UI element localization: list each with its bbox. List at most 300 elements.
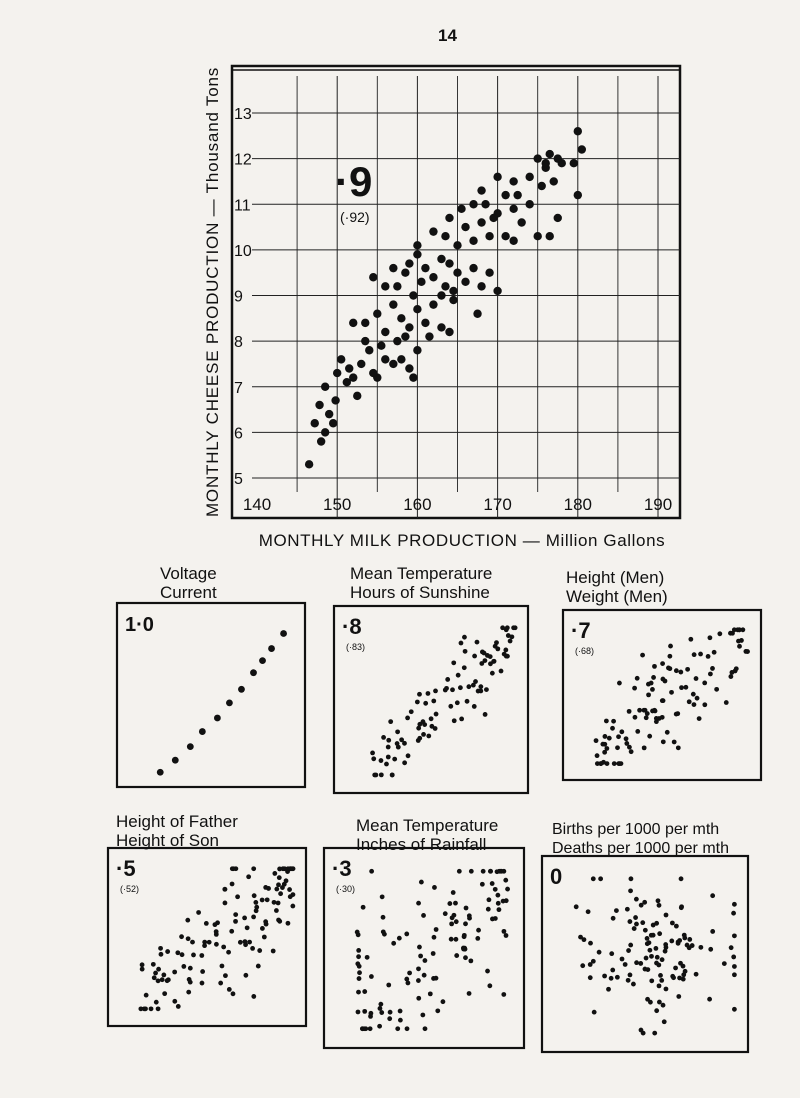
panel-data-point — [260, 926, 265, 931]
main-data-point — [469, 200, 477, 208]
panel-data-point — [416, 966, 421, 971]
panel-data-point — [172, 999, 177, 1004]
panel-data-point — [710, 929, 715, 934]
panel-data-point — [407, 971, 412, 976]
panel-data-point — [381, 915, 386, 920]
panel-data-point — [434, 712, 439, 717]
main-data-point — [413, 250, 421, 258]
panel-data-point — [361, 905, 366, 910]
panel-data-point — [647, 734, 652, 739]
panel-data-point — [654, 1008, 659, 1013]
panel-data-point — [657, 716, 662, 721]
panel-data-point — [238, 686, 245, 693]
main-data-point — [534, 154, 542, 162]
panel-data-point — [251, 914, 256, 919]
panel-data-point — [743, 649, 748, 654]
panel-data-point — [379, 758, 384, 763]
panel-data-point — [501, 869, 506, 874]
panel-data-point — [485, 969, 490, 974]
panel-data-point — [423, 1026, 428, 1031]
panel-data-point — [281, 866, 286, 871]
panel-title-line: Weight (Men) — [566, 587, 668, 606]
panel-data-point — [370, 750, 375, 755]
panel-data-point — [379, 772, 384, 777]
main-data-point — [477, 218, 485, 226]
y-tick-label: 13 — [234, 106, 252, 123]
panel-title-temperature-sunshine — [350, 564, 492, 602]
panel-data-point — [268, 645, 275, 652]
panel-data-point — [369, 974, 374, 979]
panel-data-point — [395, 1026, 400, 1031]
panel-data-point — [496, 901, 501, 906]
y-tick-label: 9 — [234, 288, 243, 306]
x-axis-label: MONTHLY MILK PRODUCTION — Million Gallons — [258, 531, 666, 550]
panel-data-point — [745, 649, 750, 654]
panel-data-point — [402, 760, 407, 765]
panel-data-point — [473, 679, 478, 684]
main-data-point — [469, 264, 477, 272]
panel-data-point — [476, 928, 481, 933]
panel-frame — [117, 603, 305, 787]
panel-data-point — [667, 666, 672, 671]
panel-data-point — [683, 685, 688, 690]
main-data-point — [493, 287, 501, 295]
panel-data-point — [421, 732, 426, 737]
main-data-point — [349, 373, 357, 381]
panel-data-point — [667, 654, 672, 659]
panel-data-point — [628, 973, 633, 978]
main-data-point — [489, 214, 497, 222]
panel-data-point — [730, 631, 735, 636]
main-data-point — [315, 401, 323, 409]
main-data-point — [550, 177, 558, 185]
panel-data-point — [679, 904, 684, 909]
main-data-point — [445, 328, 453, 336]
panel-data-point — [692, 652, 697, 657]
panel-data-point — [679, 905, 684, 910]
panel-data-point — [291, 866, 296, 871]
panel-data-point — [230, 866, 235, 871]
main-data-point — [481, 200, 489, 208]
panel-data-point — [708, 635, 713, 640]
main-data-point — [445, 259, 453, 267]
panel-data-point — [733, 669, 738, 674]
main-data-point — [485, 232, 493, 240]
panel-data-point — [431, 699, 436, 704]
main-data-point — [513, 191, 521, 199]
panel-data-point — [423, 701, 428, 706]
main-data-point — [405, 323, 413, 331]
panel-data-point — [277, 919, 282, 924]
panel-data-point — [357, 976, 362, 981]
panel-data-point — [454, 919, 459, 924]
main-data-point — [345, 364, 353, 372]
panel-title-line: Voltage — [160, 564, 217, 583]
panel-data-point — [417, 736, 422, 741]
panel-data-point — [223, 973, 228, 978]
panel-data-point — [683, 969, 688, 974]
panel-data-point — [231, 991, 236, 996]
panel-data-point — [627, 709, 632, 714]
panel-data-point — [160, 977, 165, 982]
panel-data-point — [457, 869, 462, 874]
panel-data-point — [243, 942, 248, 947]
panel-data-point — [644, 715, 649, 720]
main-data-point — [441, 232, 449, 240]
panel-data-point — [465, 699, 470, 704]
panel-data-point — [416, 901, 421, 906]
panel-data-point — [643, 967, 648, 972]
panel-data-point — [634, 922, 639, 927]
panel-data-point — [415, 700, 420, 705]
panel-data-point — [679, 685, 684, 690]
panel-data-point — [497, 907, 502, 912]
panel-data-point — [578, 935, 583, 940]
main-data-point — [501, 191, 509, 199]
panel-data-point — [678, 961, 683, 966]
panel-data-point — [488, 869, 493, 874]
panel-data-point — [179, 934, 184, 939]
panel-data-point — [729, 945, 734, 950]
panel-data-point — [356, 932, 361, 937]
panel-data-point — [445, 677, 450, 682]
panel-data-point — [140, 967, 145, 972]
panel-data-point — [732, 902, 737, 907]
panel-data-point — [737, 627, 742, 632]
panel-data-point — [602, 750, 607, 755]
panel-data-point — [186, 936, 191, 941]
y-tick-label: 7 — [234, 379, 243, 397]
panel-data-point — [181, 964, 186, 969]
main-data-point — [509, 205, 517, 213]
panel-data-point — [503, 648, 508, 653]
panel-data-point — [598, 876, 603, 881]
panel-data-point — [698, 945, 703, 950]
panel-data-point — [187, 977, 192, 982]
panel-data-point — [386, 755, 391, 760]
panel-data-point — [223, 887, 228, 892]
panel-data-point — [633, 715, 638, 720]
panel-data-point — [586, 909, 591, 914]
main-data-point — [421, 264, 429, 272]
main-data-point — [389, 300, 397, 308]
main-data-point — [578, 145, 586, 153]
panel-data-point — [588, 962, 593, 967]
panel-data-point — [233, 912, 238, 917]
panel-data-point — [452, 718, 457, 723]
panel-data-point — [485, 653, 490, 658]
panel-data-point — [492, 659, 497, 664]
main-data-point — [437, 255, 445, 263]
panel-data-point — [277, 875, 282, 880]
panel-data-point — [651, 675, 656, 680]
panel-data-point — [467, 991, 472, 996]
panel-data-point — [231, 866, 236, 871]
panel-data-point — [276, 918, 281, 923]
panel-data-point — [421, 913, 426, 918]
panel-data-point — [687, 945, 692, 950]
panel-correlation-note: (·68) — [575, 646, 595, 656]
panel-data-point — [610, 726, 615, 731]
panel-data-point — [378, 1006, 383, 1011]
panel-data-point — [652, 1031, 657, 1036]
panel-data-point — [594, 738, 599, 743]
main-data-point — [381, 355, 389, 363]
panel-data-point — [266, 886, 271, 891]
panel-data-point — [429, 716, 434, 721]
panel-data-point — [433, 726, 438, 731]
y-tick-label: 11 — [234, 197, 251, 215]
panel-data-point — [610, 968, 615, 973]
panel-data-point — [494, 640, 499, 645]
panel-data-point — [740, 627, 745, 632]
panel-data-point — [619, 729, 624, 734]
main-data-point — [542, 159, 550, 167]
panel-correlation-label: 1·0 — [125, 614, 154, 636]
panel-data-point — [461, 947, 466, 952]
panel-data-point — [365, 955, 370, 960]
panel-data-point — [467, 916, 472, 921]
panel-data-point — [640, 920, 645, 925]
panel-data-point — [196, 910, 201, 915]
panel-data-point — [616, 734, 621, 739]
panel-data-point — [657, 983, 662, 988]
panel-data-point — [737, 627, 742, 632]
main-data-point — [445, 214, 453, 222]
panel-data-point — [669, 939, 674, 944]
panel-data-point — [450, 915, 455, 920]
main-data-point — [329, 419, 337, 427]
panel-data-point — [504, 898, 509, 903]
panel-data-point — [214, 932, 219, 937]
panel-data-point — [614, 908, 619, 913]
panel-data-point — [629, 749, 634, 754]
panel-data-point — [495, 869, 500, 874]
panel-data-point — [732, 933, 737, 938]
panel-data-point — [451, 890, 456, 895]
panel-data-point — [595, 761, 600, 766]
panel-data-point — [513, 625, 518, 630]
panel-data-point — [654, 716, 659, 721]
panel-data-point — [166, 977, 171, 982]
main-data-point — [429, 273, 437, 281]
panel-data-point — [264, 922, 269, 927]
main-correlation-note: (·92) — [340, 209, 370, 225]
panel-data-point — [421, 719, 426, 724]
panel-data-point — [223, 901, 228, 906]
main-data-point — [333, 369, 341, 377]
panel-data-point — [674, 924, 679, 929]
panel-data-point — [290, 904, 295, 909]
main-data-point — [461, 278, 469, 286]
panel-data-point — [599, 761, 604, 766]
y-axis-label: MONTHLY CHEESE PRODUCTION — Thousand Tons — [203, 66, 222, 518]
panel-data-point — [602, 974, 607, 979]
panel-data-point — [663, 942, 668, 947]
main-data-point — [321, 383, 329, 391]
panel-data-point — [500, 625, 505, 630]
panel-data-point — [404, 977, 409, 982]
main-data-point — [305, 460, 313, 468]
panel-data-point — [627, 745, 632, 750]
panel-correlation-note: (·30) — [336, 884, 356, 894]
panel-data-point — [381, 929, 386, 934]
panel-data-point — [399, 737, 404, 742]
main-data-point — [331, 396, 339, 404]
panel-data-point — [463, 921, 468, 926]
panel-frame — [563, 610, 761, 780]
main-data-point — [409, 373, 417, 381]
panel-data-point — [652, 664, 657, 669]
panel-data-point — [456, 673, 461, 678]
panel-data-point — [280, 885, 285, 890]
panel-data-point — [272, 871, 277, 876]
panel-data-point — [398, 1018, 403, 1023]
main-data-point — [453, 241, 461, 249]
main-data-point — [509, 237, 517, 245]
panel-data-point — [462, 934, 467, 939]
panel-title-line: Height of Father — [116, 812, 238, 831]
panel-data-point — [506, 633, 511, 638]
panel-data-point — [463, 649, 468, 654]
panel-data-point — [661, 677, 666, 682]
main-data-point — [574, 127, 582, 135]
main-data-point — [401, 268, 409, 276]
panel-data-point — [502, 929, 507, 934]
panel-data-point — [639, 903, 644, 908]
panel-title-line: Height of Son — [116, 831, 220, 850]
y-tick-label: 12 — [234, 151, 252, 169]
panel-data-point — [657, 903, 662, 908]
panel-data-point — [649, 978, 654, 983]
panel-data-point — [645, 941, 650, 946]
panel-frame — [334, 606, 528, 793]
panel-data-point — [157, 769, 164, 776]
panel-data-point — [260, 898, 265, 903]
panel-title-father-son — [116, 812, 238, 850]
panel-data-point — [691, 692, 696, 697]
panel-data-point — [235, 894, 240, 899]
panel-title-births-deaths — [552, 820, 729, 858]
panel-data-point — [669, 690, 674, 695]
panel-data-point — [682, 933, 687, 938]
panel-data-point — [391, 941, 396, 946]
main-data-point — [321, 428, 329, 436]
main-data-point — [317, 437, 325, 445]
panel-data-point — [735, 627, 740, 632]
main-data-point — [413, 346, 421, 354]
panel-data-point — [739, 638, 744, 643]
main-data-point — [570, 159, 578, 167]
panel-data-point — [462, 635, 467, 640]
panel-data-point — [606, 987, 611, 992]
y-tick-label: 10 — [234, 242, 252, 260]
panel-data-point — [291, 866, 296, 871]
panel-data-point — [464, 906, 469, 911]
main-data-point — [525, 200, 533, 208]
panel-data-point — [660, 661, 665, 666]
panel-data-point — [368, 1011, 373, 1016]
main-data-point — [477, 282, 485, 290]
panel-data-point — [646, 692, 651, 697]
main-data-point — [397, 355, 405, 363]
panel-data-point — [487, 983, 492, 988]
panel-data-point — [498, 869, 503, 874]
main-data-point — [349, 319, 357, 327]
panel-title-line: Height (Men) — [566, 568, 665, 587]
panel-data-point — [149, 1006, 154, 1011]
panel-frame — [108, 848, 306, 1026]
panel-data-point — [443, 688, 448, 693]
panel-data-point — [402, 741, 407, 746]
panel-data-point — [490, 917, 495, 922]
panel-data-point — [509, 634, 514, 639]
panel-data-point — [611, 719, 616, 724]
panel-data-point — [679, 876, 684, 881]
main-data-point — [425, 332, 433, 340]
x-tick-label: 160 — [403, 495, 432, 514]
panel-data-point — [377, 1024, 382, 1029]
panel-data-point — [202, 943, 207, 948]
main-data-point — [405, 364, 413, 372]
panel-data-point — [357, 964, 362, 969]
panel-data-point — [481, 869, 486, 874]
panel-data-point — [406, 753, 411, 758]
panel-data-point — [406, 981, 411, 986]
panel-data-point — [620, 957, 625, 962]
panel-data-point — [479, 661, 484, 666]
panel-data-point — [678, 670, 683, 675]
panel-data-point — [419, 880, 424, 885]
panel-data-point — [281, 866, 286, 871]
main-data-point — [437, 323, 445, 331]
panel-data-point — [580, 963, 585, 968]
main-data-point — [369, 273, 377, 281]
panel-data-point — [660, 957, 665, 962]
panel-data-point — [666, 666, 671, 671]
panel-data-point — [488, 869, 493, 874]
main-data-point — [397, 314, 405, 322]
panel-data-point — [732, 972, 737, 977]
main-data-point — [417, 278, 425, 286]
panel-data-point — [185, 918, 190, 923]
panel-data-point — [607, 736, 612, 741]
panel-data-point — [213, 922, 218, 927]
panel-data-point — [222, 887, 227, 892]
panel-data-point — [263, 919, 268, 924]
panel-data-point — [259, 657, 266, 664]
panel-data-point — [633, 915, 638, 920]
panel-data-point — [463, 955, 468, 960]
panel-frame — [324, 848, 524, 1048]
panel-data-point — [663, 949, 668, 954]
main-data-point — [361, 337, 369, 345]
panel-data-point — [588, 975, 593, 980]
panel-data-point — [628, 888, 633, 893]
panel-data-point — [422, 973, 427, 978]
panel-title-temperature-rainfall — [356, 816, 498, 854]
x-tick-label: 180 — [563, 495, 592, 514]
panel-data-point — [362, 1026, 367, 1031]
panel-data-point — [670, 921, 675, 926]
x-tick-label: 150 — [323, 495, 352, 514]
panel-data-point — [291, 892, 296, 897]
panel-data-point — [369, 869, 374, 874]
panel-data-point — [698, 652, 703, 657]
main-data-point — [373, 310, 381, 318]
panel-data-point — [730, 670, 735, 675]
main-data-point — [461, 223, 469, 231]
